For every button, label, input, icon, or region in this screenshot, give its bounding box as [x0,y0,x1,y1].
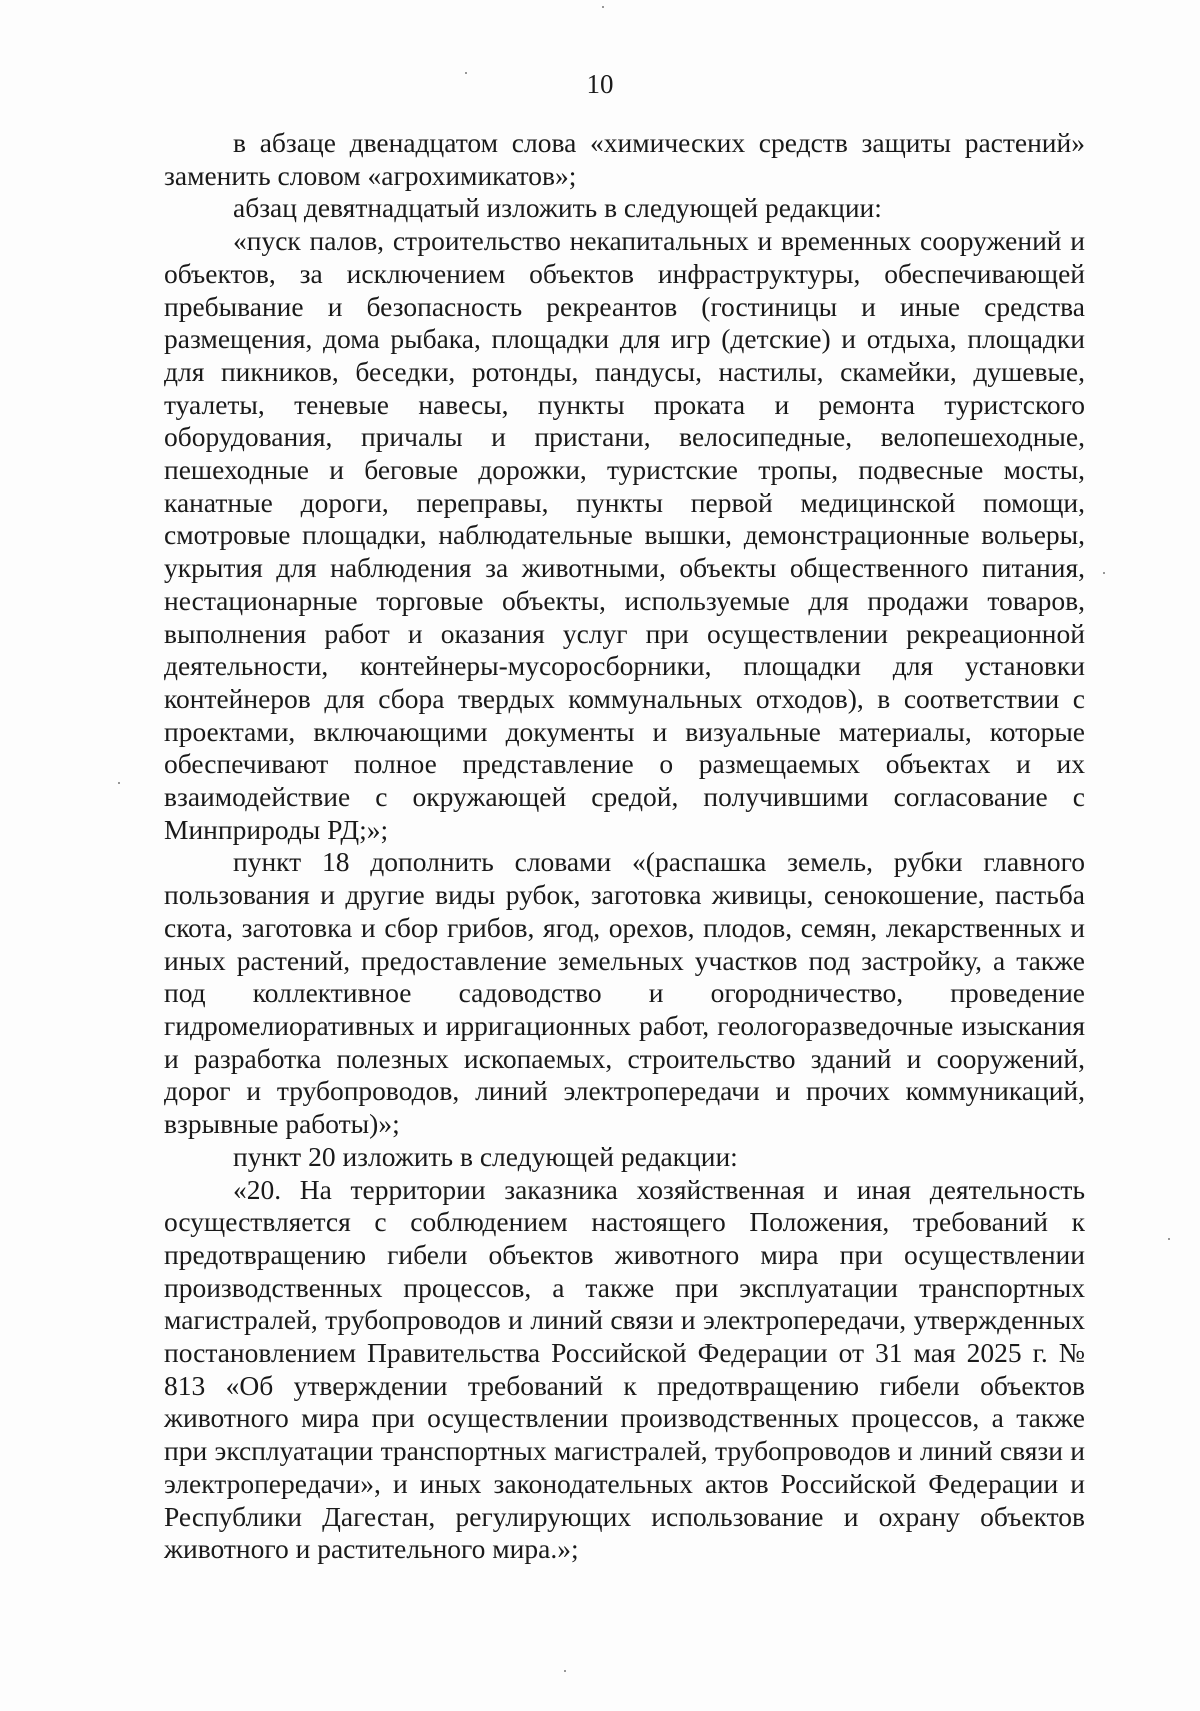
scan-speck [1168,1238,1170,1240]
scan-speck [1103,572,1105,574]
scan-speck [602,6,604,8]
scan-speck [564,1670,566,1672]
document-body [164,127,1085,1566]
paragraph-item-20-text: «20. На территории заказника хозяйственная и иная деятельность осуществляется с соблюдением настоящего Положения, требований к предотвращению гибели объектов животного мира при осуществлении производственных процессов, а также при эксплуатации транспортных магистралей, трубопроводов и линий связи и электропередачи, утвержденных постановлением Правительства Российской Федерации от 31 мая 2025 г. № 813 «Об утверждении требований к предотвращению гибели объектов животного мира при осуществлении производственных процессов, а также при эксплуатации транспортных магистралей, трубопроводов и линий связи и электропередачи», и иных законодательных актов Российской Федерации и Республики Дагестан, регулирующих использование и охрану объектов животного и растительного мира.»; [164,1173,1085,1565]
paragraph-amendment-12: в абзаце двенадцатом слова «химических средств защиты растений» заменить словом «агрохимикатов»; [164,127,1085,191]
paragraph-item-20-intro: пункт 20 изложить в следующей редакции: [233,1140,738,1172]
paragraph-amendment-19-text: «пуск палов, строительство некапитальных и временных сооружений и объектов, за исключением объектов инфраструктуры, обеспечивающей пребывание и безопасность рекреантов (гостиницы и иные средства размещения, дома рыбака, площадки для игр (детские) и отдыха, площадки для пикников, беседки, ротонды, пандусы, настилы, скамейки, душевые, туалеты, теневые навесы, пункты проката и ремонта туристского оборудования, причалы и пристани, велосипедные, велопешеходные, пешеходные и беговые дорожки, туристские тропы, подвесные мосты, канатные дороги, переправы, пункты первой медицинской помощи, смотровые площадки, наблюдательные вышки, демонстрационные вольеры, укрытия для наблюдения за животными, объекты общественного питания, нестационарные торговые объекты, используемые для продажи товаров, выполнения работ и оказания услуг при осуществлении рекреационной деятельности, контейнеры-мусоросборники, площадки для установки контейнеров для сбора твердых коммунальных отходов), в соответствии с проектами, включающими документы и визуальные материалы, которые обеспечивают полное представление о размещаемых объектах и их взаимодействие с окружающей средой, получившими согласование с Минприроды РД;»; [164,225,1085,845]
scan-speck [118,782,120,784]
paragraph-item-18: пункт 18 дополнить словами «(распашка земель, рубки главного пользования и другие виды рубок, заготовка живицы, сенокошение, пастьба скота, заготовка и сбор грибов, ягод, орехов, плодов, семян, лекарственных и иных растений, предоставление земельных участков под застройку, а также под коллективное садоводство и огородничество, проведение гидромелиоративных и ирригационных работ, геологоразведочные изыскания и разработка полезных ископаемых, строительство зданий и сооружений, дорог и трубопроводов, линий электропередачи и прочих коммуникаций, взрывные работы)»; [164,846,1085,1140]
paragraph-amendment-19-intro: абзац девятнадцатый изложить в следующей редакции: [233,192,882,224]
page-number: 10 [586,69,614,99]
